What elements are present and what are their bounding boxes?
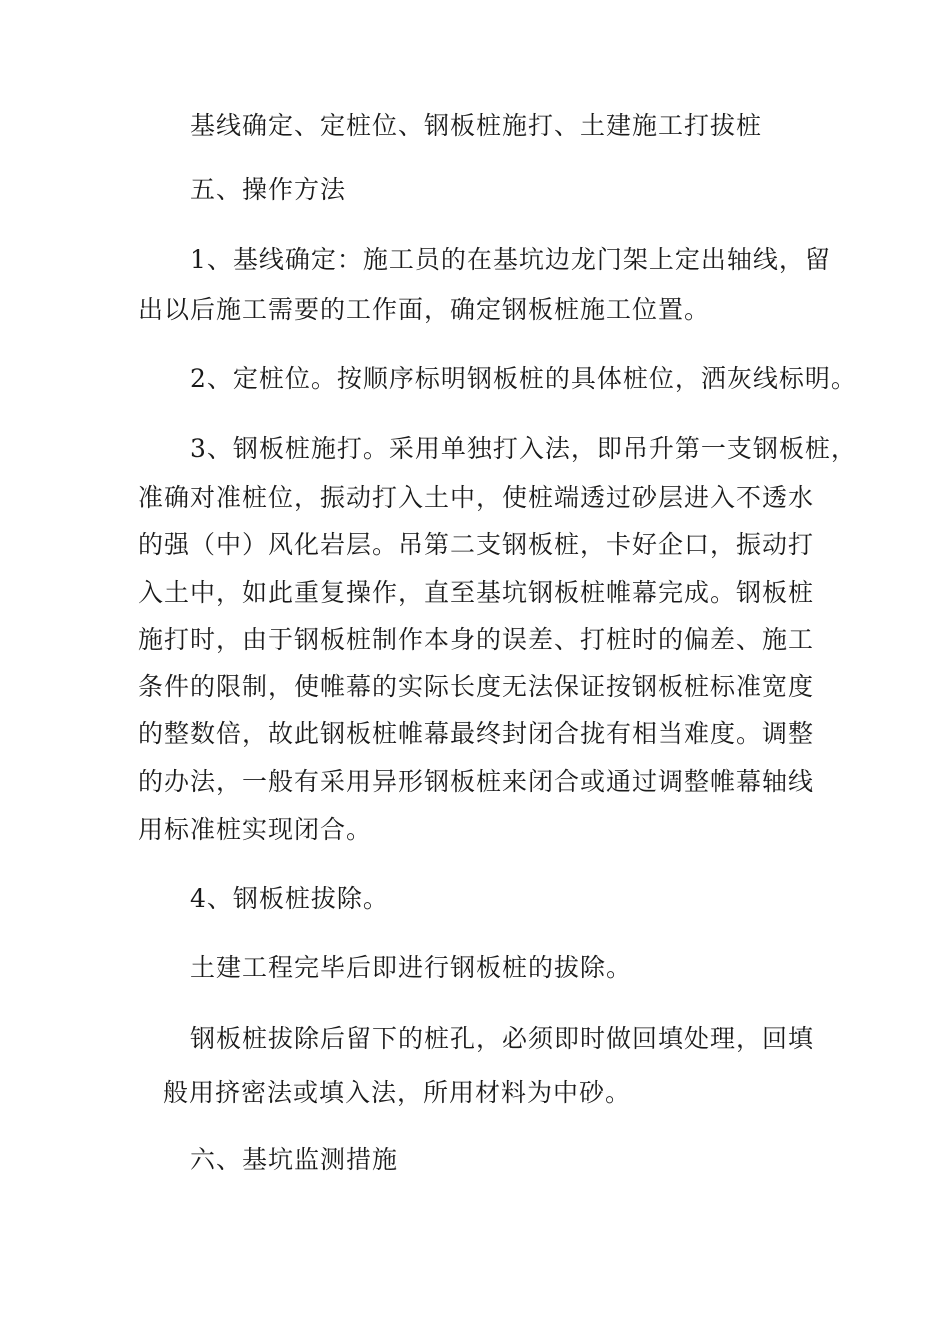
paragraph-line: 的整数倍，故此钢板桩帷幕最终封闭合拢有相当难度。调整 xyxy=(138,719,815,748)
paragraph-line: 土建工程完毕后即进行钢板桩的拔除。 xyxy=(190,953,633,982)
paragraph-line: 基线确定、定桩位、钢板桩施打、土建施工打拔桩 xyxy=(190,111,763,140)
paragraph-line: 2、定桩位。按顺序标明钢板桩的具体桩位，洒灰线标明。 xyxy=(190,364,857,393)
paragraph-line: 的强（中）风化岩层。吊第二支钢板桩，卡好企口，振动打 xyxy=(138,530,815,559)
paragraph-line: 入土中，如此重复操作，直至基坑钢板桩帷幕完成。钢板桩 xyxy=(138,578,815,607)
paragraph-line: 准确对准桩位，振动打入土中，使桩端透过砂层进入不透水 xyxy=(138,483,815,512)
paragraph-line: 1、基线确定：施工员的在基坑边龙门架上定出轴线，留 xyxy=(190,245,831,274)
paragraph-line: 钢板桩拔除后留下的桩孔，必须即时做回填处理，回填 xyxy=(190,1024,815,1053)
paragraph-line: 的办法，一般有采用异形钢板桩来闭合或通过调整帷幕轴线 xyxy=(138,767,815,796)
section-heading: 六、基坑监测措施 xyxy=(190,1145,399,1174)
paragraph-line: 般用挤密法或填入法，所用材料为中砂。 xyxy=(163,1078,632,1107)
paragraph-line: 3、钢板桩施打。采用单独打入法，即吊升第一支钢板桩， xyxy=(190,434,857,463)
section-heading: 五、操作方法 xyxy=(190,175,347,204)
paragraph-line: 出以后施工需要的工作面，确定钢板桩施工位置。 xyxy=(138,295,711,324)
paragraph-line: 4、钢板桩拔除。 xyxy=(190,884,389,913)
paragraph-line: 条件的限制，使帷幕的实际长度无法保证按钢板桩标准宽度 xyxy=(138,672,815,701)
paragraph-line: 用标准桩实现闭合。 xyxy=(138,815,373,844)
paragraph-line: 施打时，由于钢板桩制作本身的误差、打桩时的偏差、施工 xyxy=(138,625,815,654)
